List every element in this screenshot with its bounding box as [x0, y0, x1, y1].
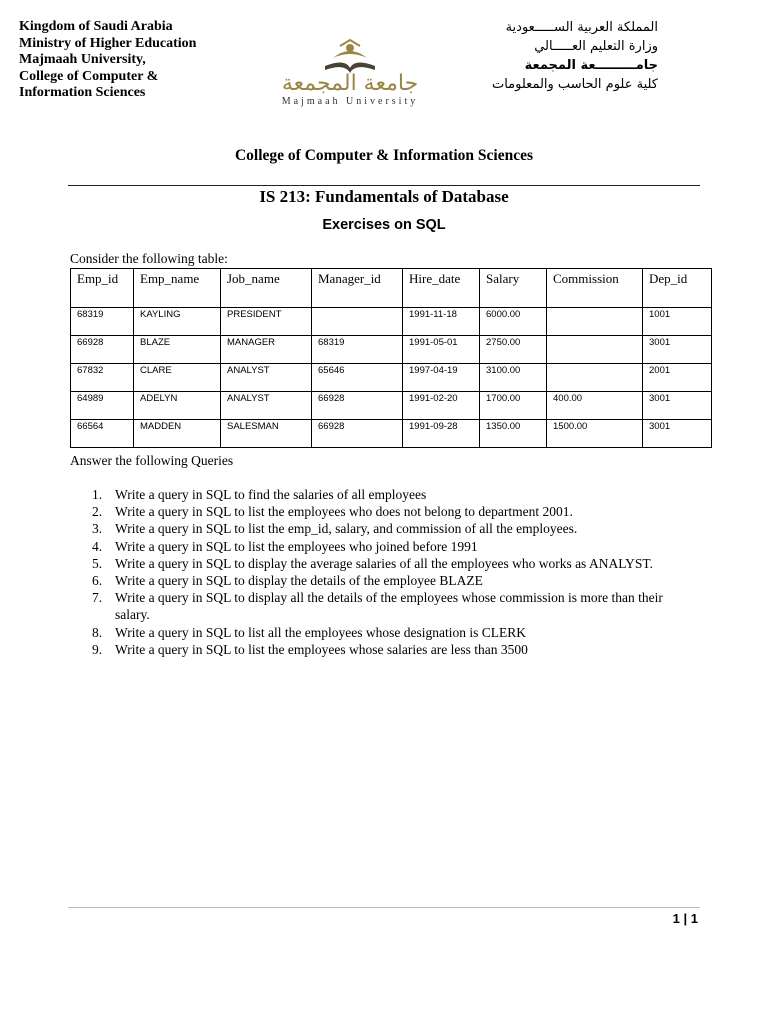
table-cell: 1991-02-20: [403, 392, 480, 420]
column-header: Salary: [480, 269, 547, 308]
table-row: [71, 308, 712, 336]
college-title: College of Computer & Information Sciences: [234, 147, 534, 164]
column-header: Manager_id: [312, 269, 403, 308]
table-cell: 3001: [643, 392, 712, 420]
exercise-title: Exercises on SQL: [322, 217, 446, 233]
header-english-line: Kingdom of Saudi Arabia: [19, 19, 173, 34]
table-cell: 1991-05-01: [403, 336, 480, 364]
table-cell: [312, 308, 403, 336]
employee-table: [70, 268, 712, 448]
list-item: [70, 589, 700, 623]
header-arabic-line: المملكة العربية الســـــعودية: [505, 20, 658, 35]
table-cell: ANALYST: [221, 392, 312, 420]
query-text: Write a query in SQL to list the employees who does not belong to department 2001.: [115, 504, 573, 520]
logo-arabic-name: جامعة المجمعة: [281, 71, 419, 96]
table-cell: ADELYN: [134, 392, 221, 420]
list-number: 8.: [92, 624, 103, 640]
table-row: [71, 336, 712, 364]
table-cell: 1700.00: [480, 392, 547, 420]
table-cell: 66928: [312, 392, 403, 420]
header-english-line: Information Sciences: [19, 85, 146, 101]
query-text: Write a query in SQL to display the details of the employee BLAZE: [115, 573, 483, 589]
table-cell: 65646: [312, 364, 403, 392]
list-number: 7.: [92, 590, 103, 606]
course-title: IS 213: Fundamentals of Database: [259, 187, 509, 206]
table-cell: 3001: [643, 420, 712, 448]
list-number: 9.: [92, 641, 103, 657]
column-header: Job_name: [221, 269, 312, 308]
table-cell: KAYLING: [134, 308, 221, 336]
table-cell: [547, 364, 643, 392]
header-divider: [68, 185, 700, 186]
table-cell: 400.00: [547, 392, 643, 420]
table-cell: CLARE: [134, 364, 221, 392]
table-cell: 1001: [643, 308, 712, 336]
list-item: [70, 572, 700, 589]
table-cell: 64989: [71, 392, 134, 420]
list-number: 2.: [92, 504, 103, 520]
table-cell: 67832: [71, 364, 134, 392]
table-cell: [547, 308, 643, 336]
list-item: [70, 641, 700, 658]
table-row: [71, 420, 712, 448]
column-header: Commission: [547, 269, 643, 308]
table-cell: 66564: [71, 420, 134, 448]
query-text: Write a query in SQL to find the salaries of all employees: [115, 487, 427, 502]
table-cell: 1997-04-19: [403, 364, 480, 392]
table-cell: 68319: [312, 336, 403, 364]
header-english-line: Ministry of Higher Education: [19, 35, 197, 51]
university-logo: [255, 36, 445, 110]
table-cell: MANAGER: [221, 336, 312, 364]
header-english-line: Majmaah University,: [19, 52, 146, 68]
query-text: Write a query in SQL to list the employees who joined before 1991: [115, 538, 478, 554]
query-text: Write a query in SQL to list the employees whose salaries are less than 3500: [115, 641, 528, 657]
header-english-block: [19, 19, 196, 102]
query-text: Write a query in SQL to display the average salaries of all the employees who works as ANALYST.: [115, 555, 653, 571]
table-row: [71, 392, 712, 420]
list-item: [70, 538, 700, 555]
query-text: Write a query in SQL to display all the details of the employees whose commission is more than their salary.: [115, 590, 663, 623]
header-arabic-block: [492, 18, 658, 94]
list-number: 6.: [92, 573, 103, 589]
table-row: [71, 364, 712, 392]
list-item: [70, 520, 700, 537]
table-cell: [547, 336, 643, 364]
table-cell: 1350.00: [480, 420, 547, 448]
table-cell: MADDEN: [134, 420, 221, 448]
table-cell: 1991-11-18: [403, 308, 480, 336]
table-cell: 1991-09-28: [403, 420, 480, 448]
queries-intro-text: Answer the following Queries: [70, 453, 234, 468]
list-number: 1.: [92, 487, 103, 502]
column-header: Emp_id: [71, 269, 134, 308]
table-cell: PRESIDENT: [221, 308, 312, 336]
column-header: Hire_date: [403, 269, 480, 308]
table-cell: 2001: [643, 364, 712, 392]
query-text: Write a query in SQL to list the emp_id, salary, and commission of all the employees.: [115, 521, 578, 537]
table-intro-text: Consider the following table:: [70, 251, 228, 266]
list-item: [70, 503, 700, 520]
query-list: [70, 486, 700, 658]
table-cell: 68319: [71, 308, 134, 336]
footer-divider: [68, 907, 700, 908]
column-header: Emp_name: [134, 269, 221, 308]
page-number: 1 | 1: [672, 911, 698, 926]
header-arabic-line: وزارة التعليم العـــــالي: [534, 39, 658, 54]
table-cell: 3100.00: [480, 364, 547, 392]
list-number: 3.: [92, 521, 103, 537]
logo-emblem-icon: [255, 36, 445, 96]
list-number: 4.: [92, 538, 103, 554]
table-cell: SALESMAN: [221, 420, 312, 448]
logo-english-name: Majmaah University: [281, 96, 419, 107]
list-item: [70, 555, 700, 572]
table-cell: 3001: [643, 336, 712, 364]
table-cell: 66928: [71, 336, 134, 364]
list-number: 5.: [92, 555, 103, 571]
table-cell: 2750.00: [480, 336, 547, 364]
table-cell: BLAZE: [134, 336, 221, 364]
table-header-row: [71, 269, 712, 308]
query-text: Write a query in SQL to list all the employees whose designation is CLERK: [115, 624, 527, 640]
table-cell: 6000.00: [480, 308, 547, 336]
table-cell: 66928: [312, 420, 403, 448]
header-english-line: College of Computer &: [19, 68, 159, 84]
table-cell: ANALYST: [221, 364, 312, 392]
list-item: [70, 486, 700, 503]
list-item: [70, 624, 700, 641]
table-cell: 1500.00: [547, 420, 643, 448]
column-header: Dep_id: [643, 269, 712, 308]
header-arabic-line: جامـــــــــعة المجمعة: [524, 58, 658, 73]
header-arabic-line: كلية علوم الحاسب والمعلومات: [491, 77, 658, 92]
